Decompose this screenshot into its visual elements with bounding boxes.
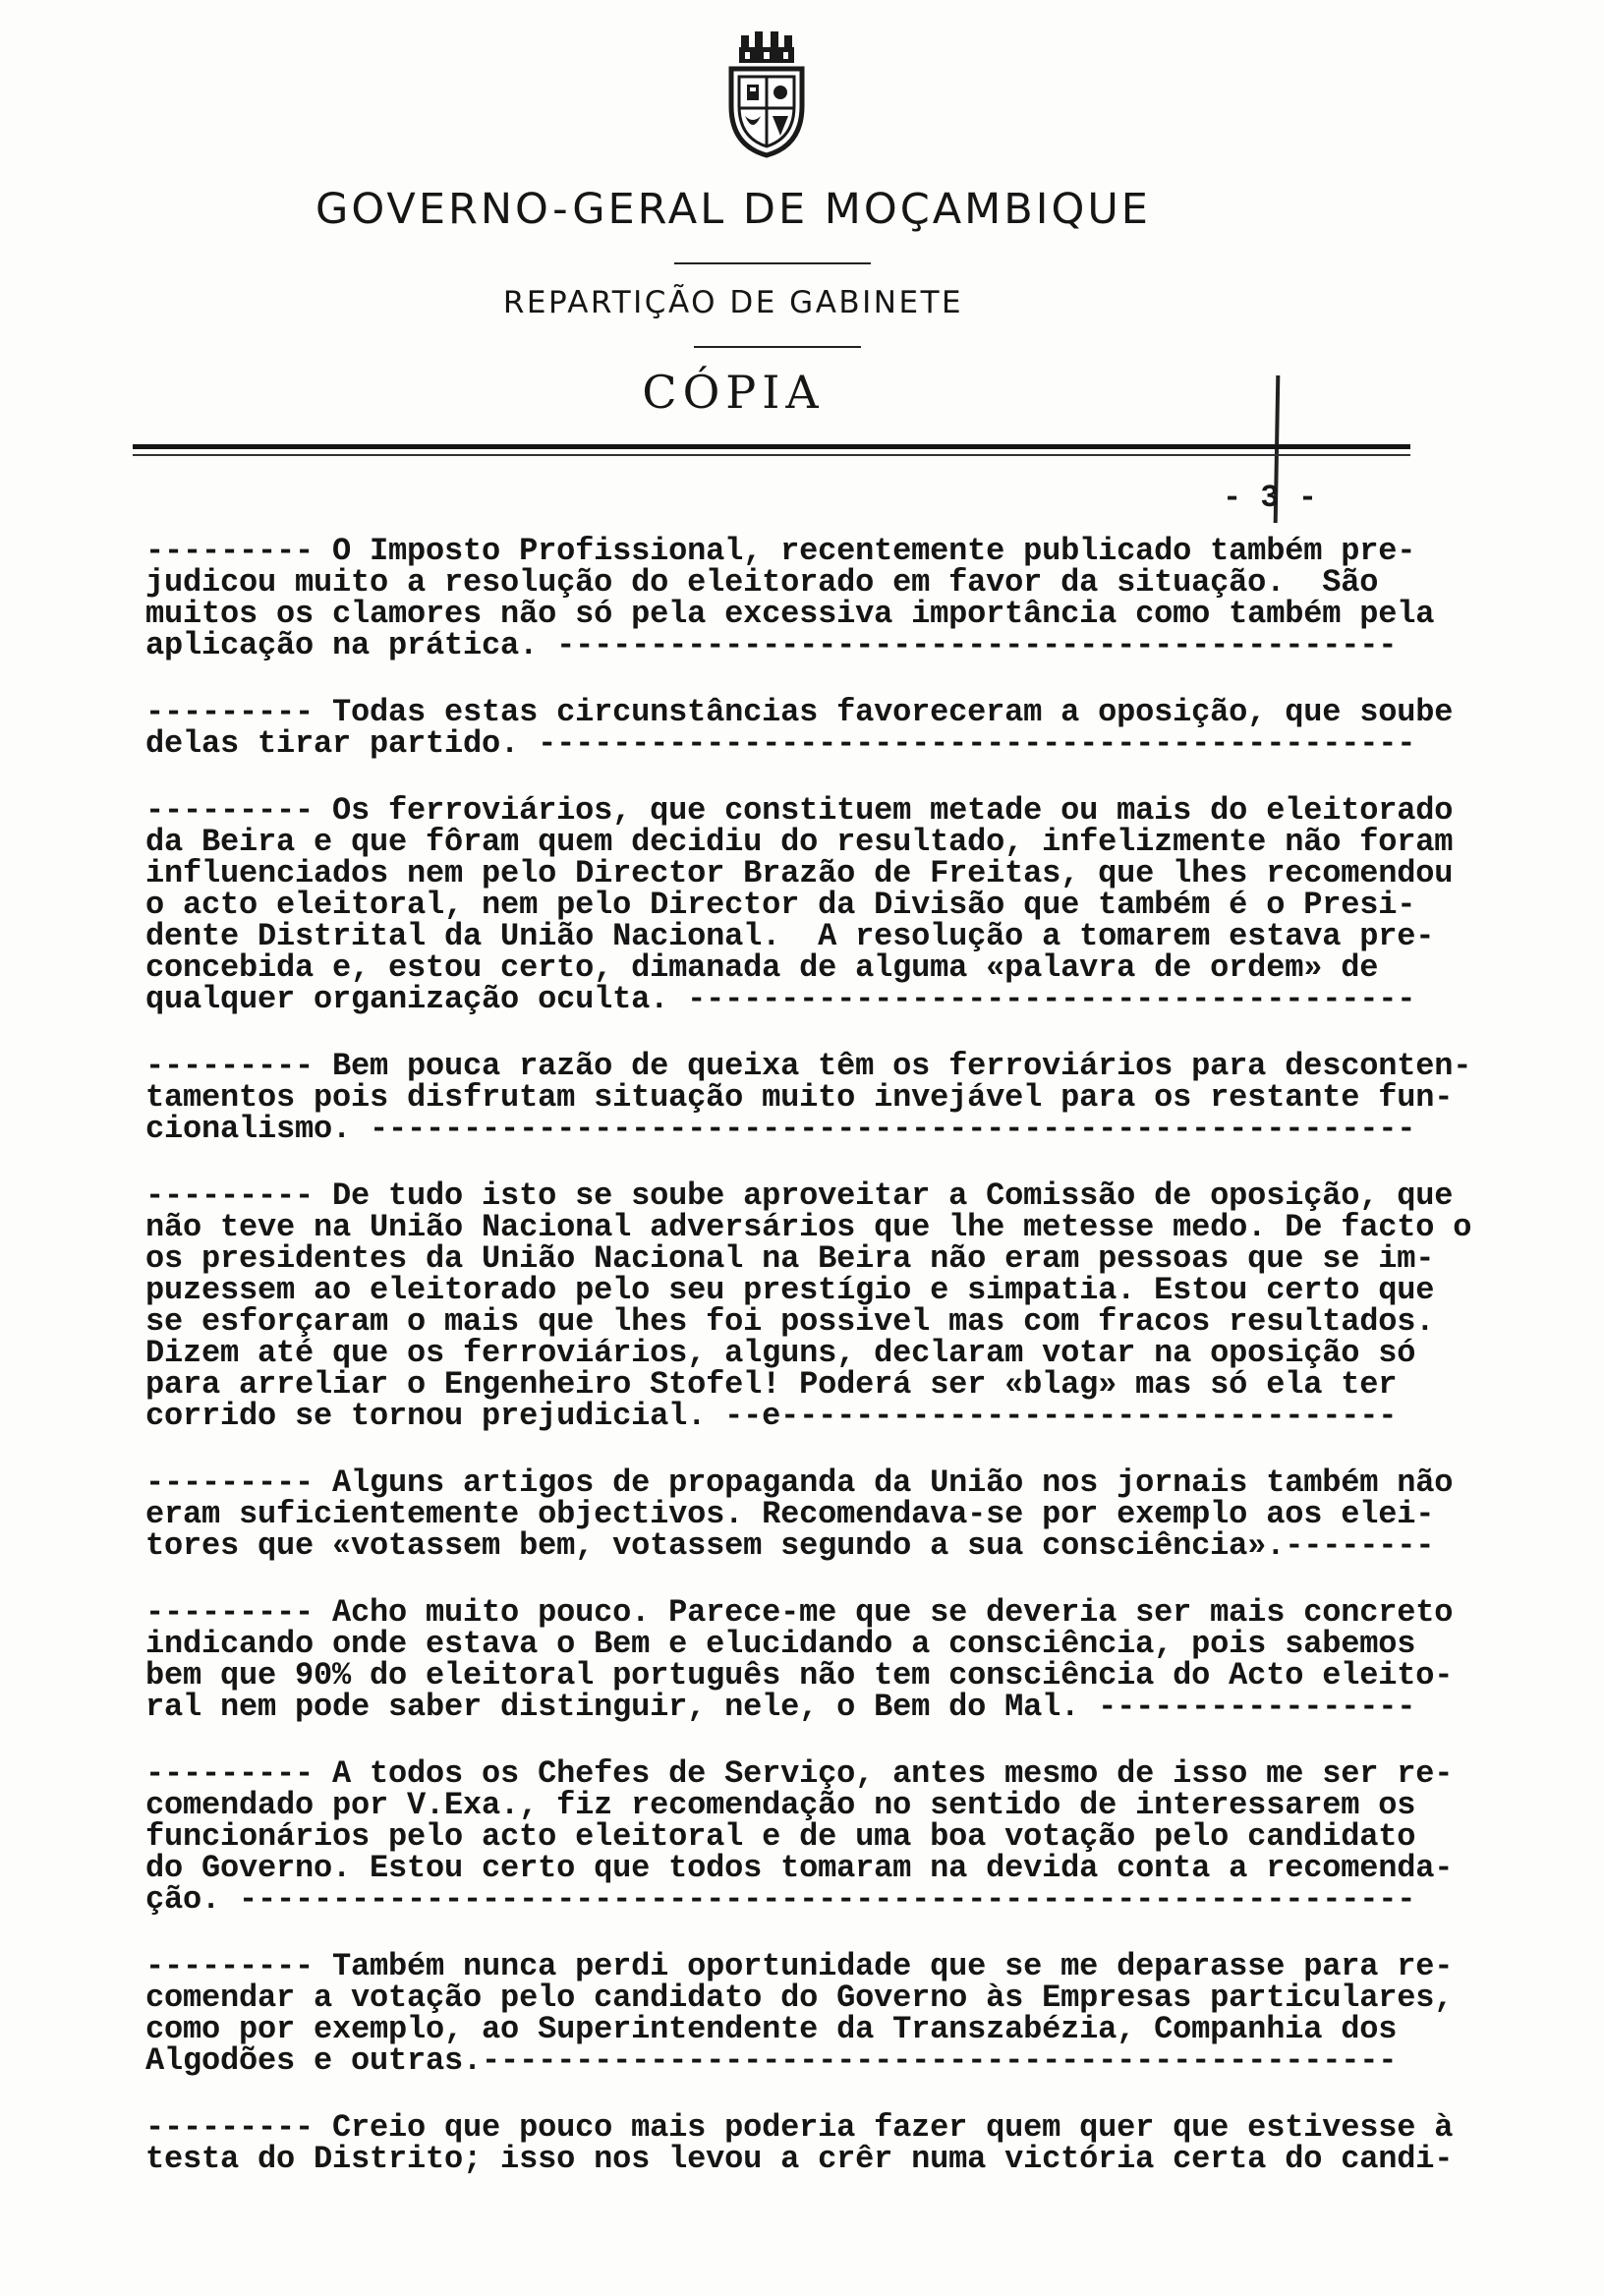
text-line: delas tirar partido. ----------------------------------------------- — [145, 725, 1416, 762]
text-line: os presidentes da União Nacional na Beira não eram pessoas que se im- — [145, 1240, 1435, 1277]
paragraph — [145, 1594, 1521, 1725]
text-line: --------- Também nunca perdi oportunidade que se me deparasse para re- — [145, 1948, 1454, 1984]
text-line: --------- O Imposto Profissional, recentemente publicado também pre- — [145, 533, 1416, 569]
paragraph — [145, 694, 1521, 762]
text-line: funcionários pelo acto eleitoral e de uma boa votação pelo candidato — [145, 1818, 1416, 1855]
coat-of-arms-icon — [719, 26, 814, 163]
text-line: --------- Creio que pouco mais poderia fazer quem quer que estivesse à — [145, 2109, 1454, 2146]
text-line: para arreliar o Engenheiro Stofel! Poderá ser «blag» mas só ela ter — [145, 1366, 1398, 1403]
text-line: qualquer organização oculta. --------------------------------------- — [145, 981, 1416, 1017]
text-line: muitos os clamores não só pela excessiva importância como também pela — [145, 596, 1435, 632]
text-line: do Governo. Estou certo que todos tomaram na devida conta a recomenda- — [145, 1850, 1454, 1886]
text-line: --------- Bem pouca razão de queixa têm os ferroviários para desconten- — [145, 1048, 1472, 1084]
page-number: - 3 - — [1223, 480, 1318, 516]
text-line: indicando onde estava o Bem e elucidando a consciência, pois sabemos — [145, 1626, 1416, 1662]
text-line: da Beira e que fôram quem decidiu do resultado, infelizmente não foram — [145, 824, 1454, 860]
text-line: eram suficientemente objectivos. Recomendava-se por exemplo aos elei- — [145, 1496, 1435, 1532]
paragraph — [145, 1464, 1521, 1564]
text-line: como por exemplo, ao Superintendente da Transzabézia, Companhia dos — [145, 2011, 1398, 2047]
header-divider — [694, 346, 861, 348]
text-line: --------- Todas estas circunstâncias favoreceram a oposição, que soube — [145, 694, 1454, 730]
text-line: judicou muito a resolução do eleitorado em favor da situação. São — [145, 564, 1379, 601]
text-line: comendar a votação pelo candidato do Governo às Empresas particulares, — [145, 1980, 1454, 2016]
text-line: tores que «votassem bem, votassem segundo a sua consciência».-------- — [145, 1527, 1435, 1564]
text-line: concebida e, estou certo, dimanada de alguma «palavra de ordem» de — [145, 949, 1379, 986]
text-line: --------- Os ferroviários, que constituem metade ou mais do eleitorado — [145, 792, 1454, 829]
text-line: cionalismo. -------------------------------------------------------- — [145, 1111, 1416, 1147]
text-line: não teve na União Nacional adversários que lhe metesse medo. De facto o — [145, 1209, 1472, 1245]
text-line: Algodões e outras.------------------------------------------------- — [145, 2042, 1398, 2079]
copy-label: CÓPIA — [642, 366, 825, 419]
text-line: testa do Distrito; isso nos levou a crêr numa victória certa do candi- — [145, 2141, 1454, 2177]
paragraph — [145, 533, 1521, 663]
text-line: dente Distrital da União Nacional. A resolução a tomarem estava pre- — [145, 918, 1435, 954]
letter-body — [145, 533, 1521, 2210]
paragraph — [145, 1048, 1521, 1147]
text-line: o acto eleitoral, nem pelo Director da Divisão que também é o Presi- — [145, 887, 1416, 923]
text-line: comendado por V.Exa., fiz recomendação no sentido de interessarem os — [145, 1787, 1416, 1823]
header-divider — [674, 262, 871, 264]
text-line: ral nem pode saber distinguir, nele, o Bem do Mal. ----------------- — [145, 1689, 1416, 1725]
text-line: corrido se tornou prejudicial. --e--------------------------------- — [145, 1398, 1398, 1434]
header-title: GOVERNO-GERAL DE MOÇAMBIQUE — [315, 185, 1151, 234]
paragraph — [145, 1177, 1521, 1434]
text-line: --------- De tudo isto se soube aproveitar a Comissão de oposição, que — [145, 1177, 1454, 1214]
paragraph — [145, 1948, 1521, 2079]
paragraph — [145, 2109, 1521, 2177]
text-line: ção. --------------------------------------------------------------- — [145, 1881, 1416, 1918]
text-line: tamentos pois disfrutam situação muito invejável para os restante fun- — [145, 1079, 1454, 1116]
text-line: --------- Acho muito pouco. Parece-me que se deveria ser mais concreto — [145, 1594, 1454, 1631]
text-line: influenciados nem pelo Director Brazão de Freitas, que lhes recomendou — [145, 855, 1454, 891]
header-subtitle: REPARTIÇÃO DE GABINETE — [502, 285, 964, 320]
text-line: --------- Alguns artigos de propaganda da União nos jornais também não — [145, 1464, 1454, 1501]
text-line: puzessem ao eleitorado pelo seu prestígio e simpatia. Estou certo que — [145, 1272, 1435, 1308]
header-rule-thin — [133, 454, 1410, 456]
header-rule-thick — [133, 444, 1410, 449]
text-line: Dizem até que os ferroviários, alguns, declaram votar na oposição só — [145, 1335, 1416, 1371]
paragraph — [145, 1755, 1521, 1918]
text-line: bem que 90% do eleitoral português não tem consciência do Acto eleito- — [145, 1657, 1454, 1693]
paragraph — [145, 792, 1521, 1017]
text-line: --------- A todos os Chefes de Serviço, antes mesmo de isso me ser re- — [145, 1755, 1454, 1792]
text-line: aplicação na prática. --------------------------------------------- — [145, 627, 1398, 663]
text-line: se esforçaram o mais que lhes foi possivel mas com fracos resultados. — [145, 1303, 1435, 1340]
